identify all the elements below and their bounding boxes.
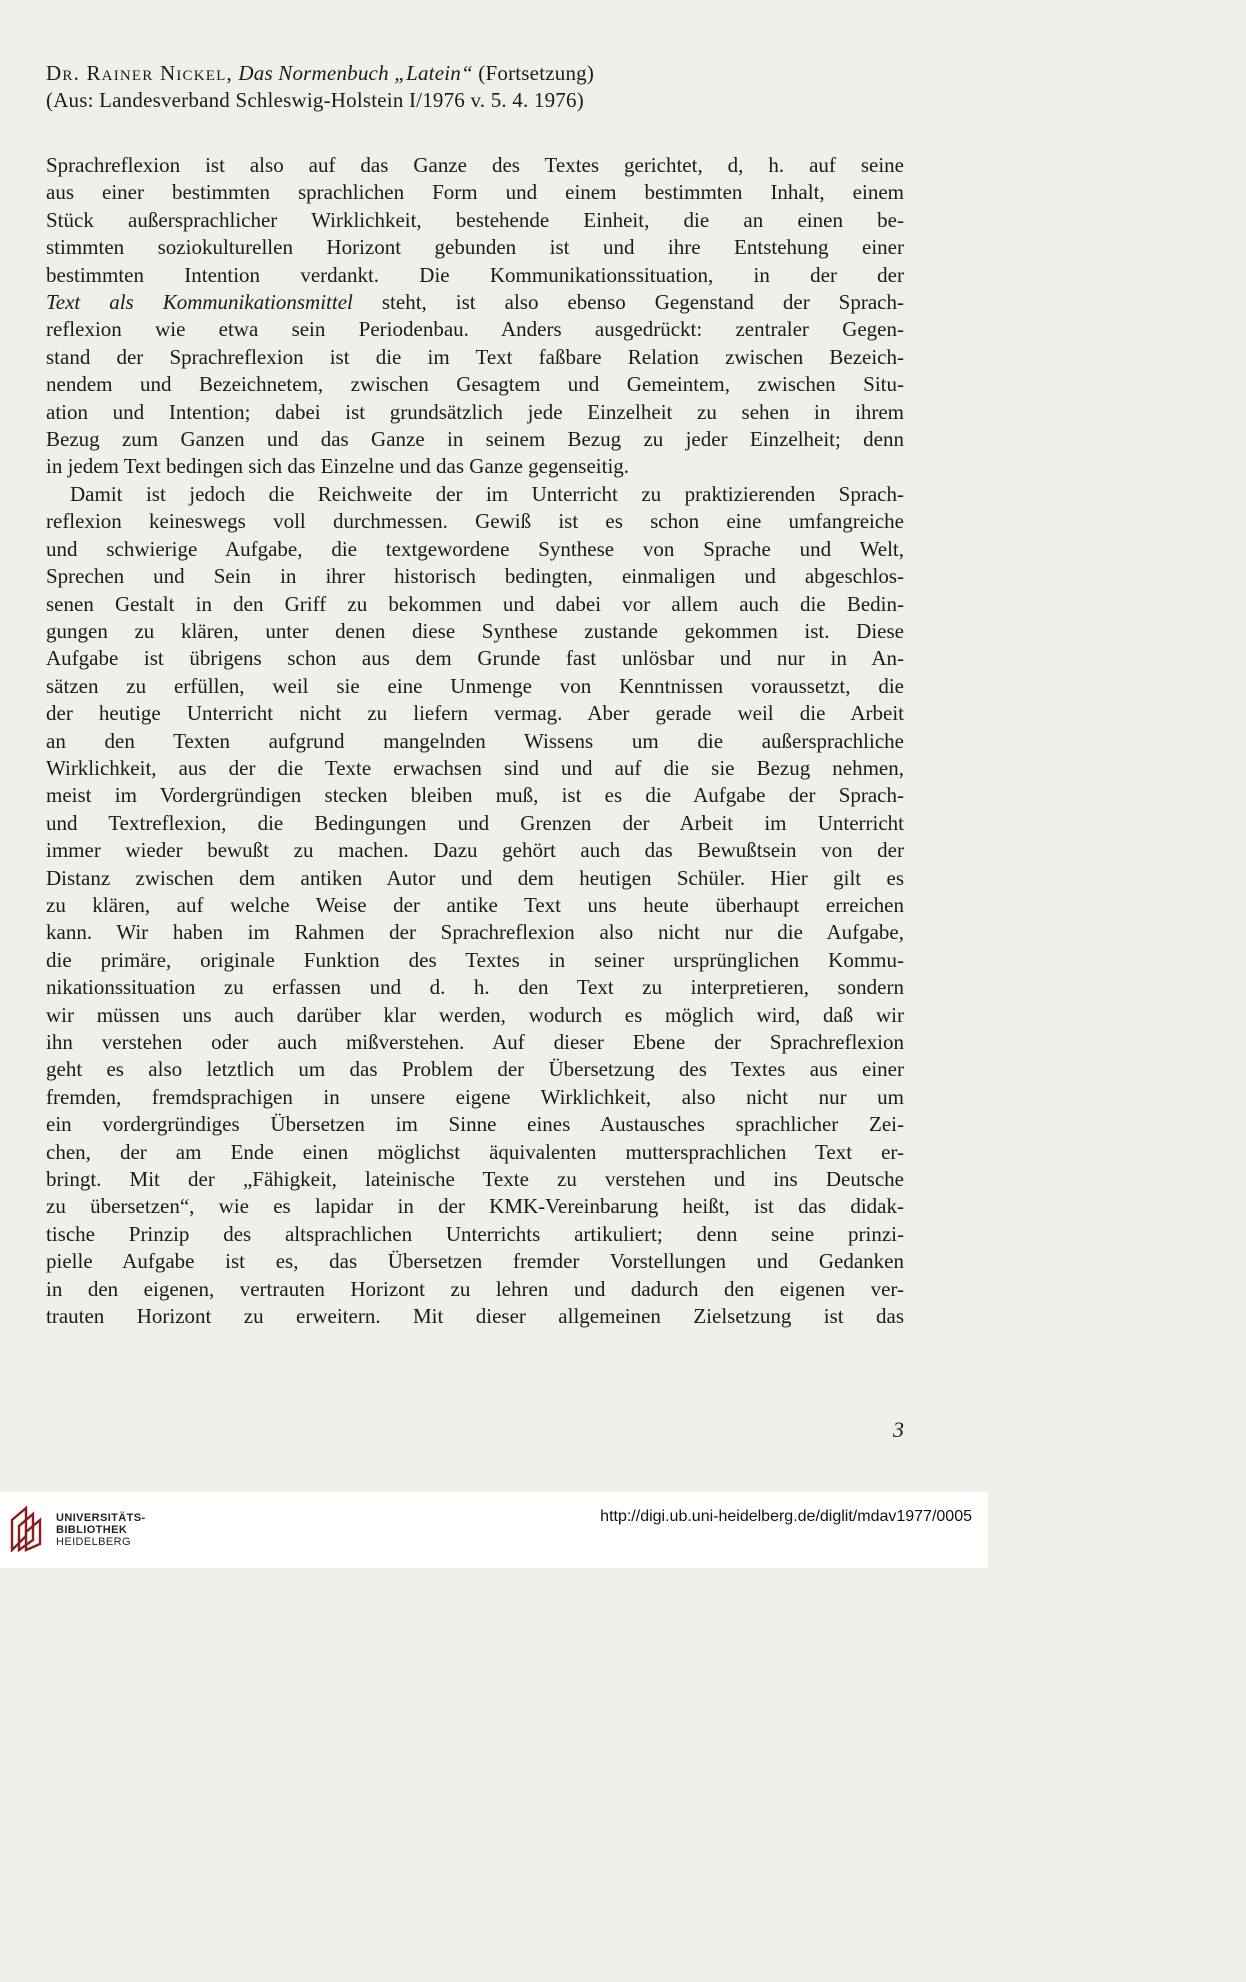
header-title-line bbox=[46, 60, 946, 87]
library-logo-icon bbox=[8, 1506, 48, 1552]
text-line-rest: steht, ist also ebenso Gegenstand der Sprach- bbox=[352, 290, 904, 315]
text-line: die primäre, originale Funktion des Textes in seiner ursprünglichen Kommu- bbox=[46, 947, 904, 972]
text-line: reflexion wie etwa sein Periodenbau. Anders ausgedrückt: zentraler Gegen- bbox=[46, 317, 904, 342]
text-line: Stück außersprachlicher Wirklichkeit, bestehende Einheit, die an einen be- bbox=[46, 207, 904, 232]
text-line: trauten Horizont zu erweitern. Mit dieser allgemeinen Zielsetzung ist das bbox=[46, 1304, 904, 1329]
header-author: Dr. Rainer Nickel, bbox=[46, 61, 233, 85]
text-line: immer wieder bewußt zu machen. Dazu gehört auch das Bewußtsein von der bbox=[46, 838, 904, 863]
text-line: Damit ist jedoch die Reichweite der im Unterricht zu praktizierenden Sprach- bbox=[70, 481, 904, 506]
header-source-line: (Aus: Landesverband Schleswig-Holstein I/1976 v. 5. 4. 1976) bbox=[46, 88, 584, 112]
text-line: bringt. Mit der „Fähigkeit, lateinische Texte zu verstehen und ins Deutsche bbox=[46, 1167, 904, 1192]
text-line: stimmten soziokulturellen Horizont gebunden ist und ihre Entstehung einer bbox=[46, 235, 904, 260]
text-line: fremden, fremdsprachigen in unsere eigene Wirklichkeit, also nicht nur um bbox=[46, 1084, 904, 1109]
text-line: der heutige Unterricht nicht zu liefern vermag. Aber gerade weil die Arbeit bbox=[46, 701, 904, 726]
text-line: tische Prinzip des altsprachlichen Unterrichts artikuliert; denn seine prinzi- bbox=[46, 1221, 904, 1246]
library-logo bbox=[8, 1506, 158, 1556]
text-line: zu übersetzen“, wie es lapidar in der KMK-Vereinbarung heißt, ist das didak- bbox=[46, 1194, 904, 1219]
text-line: nikationssituation zu erfassen und d. h. den Text zu interpretieren, sondern bbox=[46, 975, 904, 1000]
text-line: gungen zu klären, unter denen diese Synthese zustande gekommen ist. Diese bbox=[46, 618, 904, 643]
text-line: senen Gestalt in den Griff zu bekommen und dabei vor allem auch die Bedin- bbox=[46, 591, 904, 616]
text-line: pielle Aufgabe ist es, das Übersetzen fremder Vorstellungen und Gedanken bbox=[46, 1249, 904, 1274]
text-line: Sprechen und Sein in ihrer historisch bedingten, einmaligen und abgeschlos- bbox=[46, 564, 904, 589]
library-logo-text bbox=[56, 1512, 146, 1548]
footer-bar bbox=[0, 1492, 988, 1568]
text-line: und Textreflexion, die Bedingungen und Grenzen der Arbeit im Unterricht bbox=[46, 810, 904, 835]
text-line: in den eigenen, vertrauten Horizont zu lehren und dadurch den eigenen ver- bbox=[46, 1276, 904, 1301]
logo-line-2: BIBLIOTHEK bbox=[56, 1524, 128, 1536]
logo-line-1: UNIVERSITÄTS- bbox=[56, 1512, 146, 1524]
text-line: nendem und Bezeichnetem, zwischen Gesagtem und Gemeintem, zwischen Situ- bbox=[46, 372, 904, 397]
text-line: kann. Wir haben im Rahmen der Sprachreflexion also nicht nur die Aufgabe, bbox=[46, 920, 904, 945]
header-title: Das Normenbuch „Latein“ bbox=[238, 61, 473, 85]
text-line: geht es also letztlich um das Problem der Übersetzung des Textes aus einer bbox=[46, 1057, 904, 1082]
text-line: ihn verstehen oder auch mißverstehen. Auf dieser Ebene der Sprachreflexion bbox=[46, 1030, 904, 1054]
header-suffix: (Fortsetzung) bbox=[478, 61, 595, 85]
text-line: Distanz zwischen dem antiken Autor und dem heutigen Schüler. Hier gilt es bbox=[46, 865, 904, 890]
article-header bbox=[46, 60, 946, 114]
text-line: zu klären, auf welche Weise der antike Text uns heute überhaupt erreichen bbox=[46, 892, 904, 917]
text-line: Sprachreflexion ist also auf das Ganze des Textes gerichtet, d, h. auf seine bbox=[46, 153, 904, 177]
text-line: wir müssen uns auch darüber klar werden, wodurch es möglich wird, daß wir bbox=[46, 1002, 904, 1027]
text-line bbox=[46, 289, 904, 316]
emphasized-phrase: Text als Kommunikationsmittel bbox=[46, 290, 353, 315]
text-line: Bezug zum Ganzen und das Ganze in seinem Bezug zu jeder Einzelheit; denn bbox=[46, 427, 904, 452]
text-line: stand der Sprachreflexion ist die im Text faßbare Relation zwischen Bezeich- bbox=[46, 344, 904, 369]
text-line: meist im Vordergründigen stecken bleiben muß, ist es die Aufgabe der Sprach- bbox=[46, 783, 904, 808]
text-line: Wirklichkeit, aus der die Texte erwachsen sind und auf die sie Bezug nehmen, bbox=[46, 755, 904, 780]
page-number: 3 bbox=[893, 1417, 904, 1442]
text-line: an den Texten aufgrund mangelnden Wissens um die außersprachliche bbox=[46, 728, 904, 753]
text-line: in jedem Text bedingen sich das Einzelne und das Ganze gegenseitig. bbox=[46, 454, 630, 479]
source-url[interactable]: http://digi.ub.uni-heidelberg.de/diglit/mdav1977/0005 bbox=[600, 1508, 972, 1525]
text-line: chen, der am Ende einen möglichst äquivalenten muttersprachlichen Text er- bbox=[46, 1139, 904, 1164]
text-line: bestimmten Intention verdankt. Die Kommunikationssituation, in der der bbox=[46, 262, 904, 287]
text-line: sätzen zu erfüllen, weil sie eine Unmenge von Kenntnissen voraussetzt, die bbox=[46, 673, 904, 698]
logo-line-3: HEIDELBERG bbox=[56, 1536, 131, 1548]
text-line: Aufgabe ist übrigens schon aus dem Grunde fast unlösbar und nur in An- bbox=[46, 646, 904, 671]
text-line: ation und Intention; dabei ist grundsätzlich jede Einzelheit zu sehen in ihrem bbox=[46, 399, 904, 424]
text-line: aus einer bestimmten sprachlichen Form und einem bestimmten Inhalt, einem bbox=[46, 180, 904, 205]
text-line: reflexion keineswegs voll durchmessen. Gewiß ist es schon eine umfangreiche bbox=[46, 509, 904, 534]
text-line: ein vordergründiges Übersetzen im Sinne eines Austausches sprachlicher Zei- bbox=[46, 1112, 904, 1137]
text-line: und schwierige Aufgabe, die textgewordene Synthese von Sprache und Welt, bbox=[46, 536, 904, 561]
body-text bbox=[46, 152, 904, 1330]
